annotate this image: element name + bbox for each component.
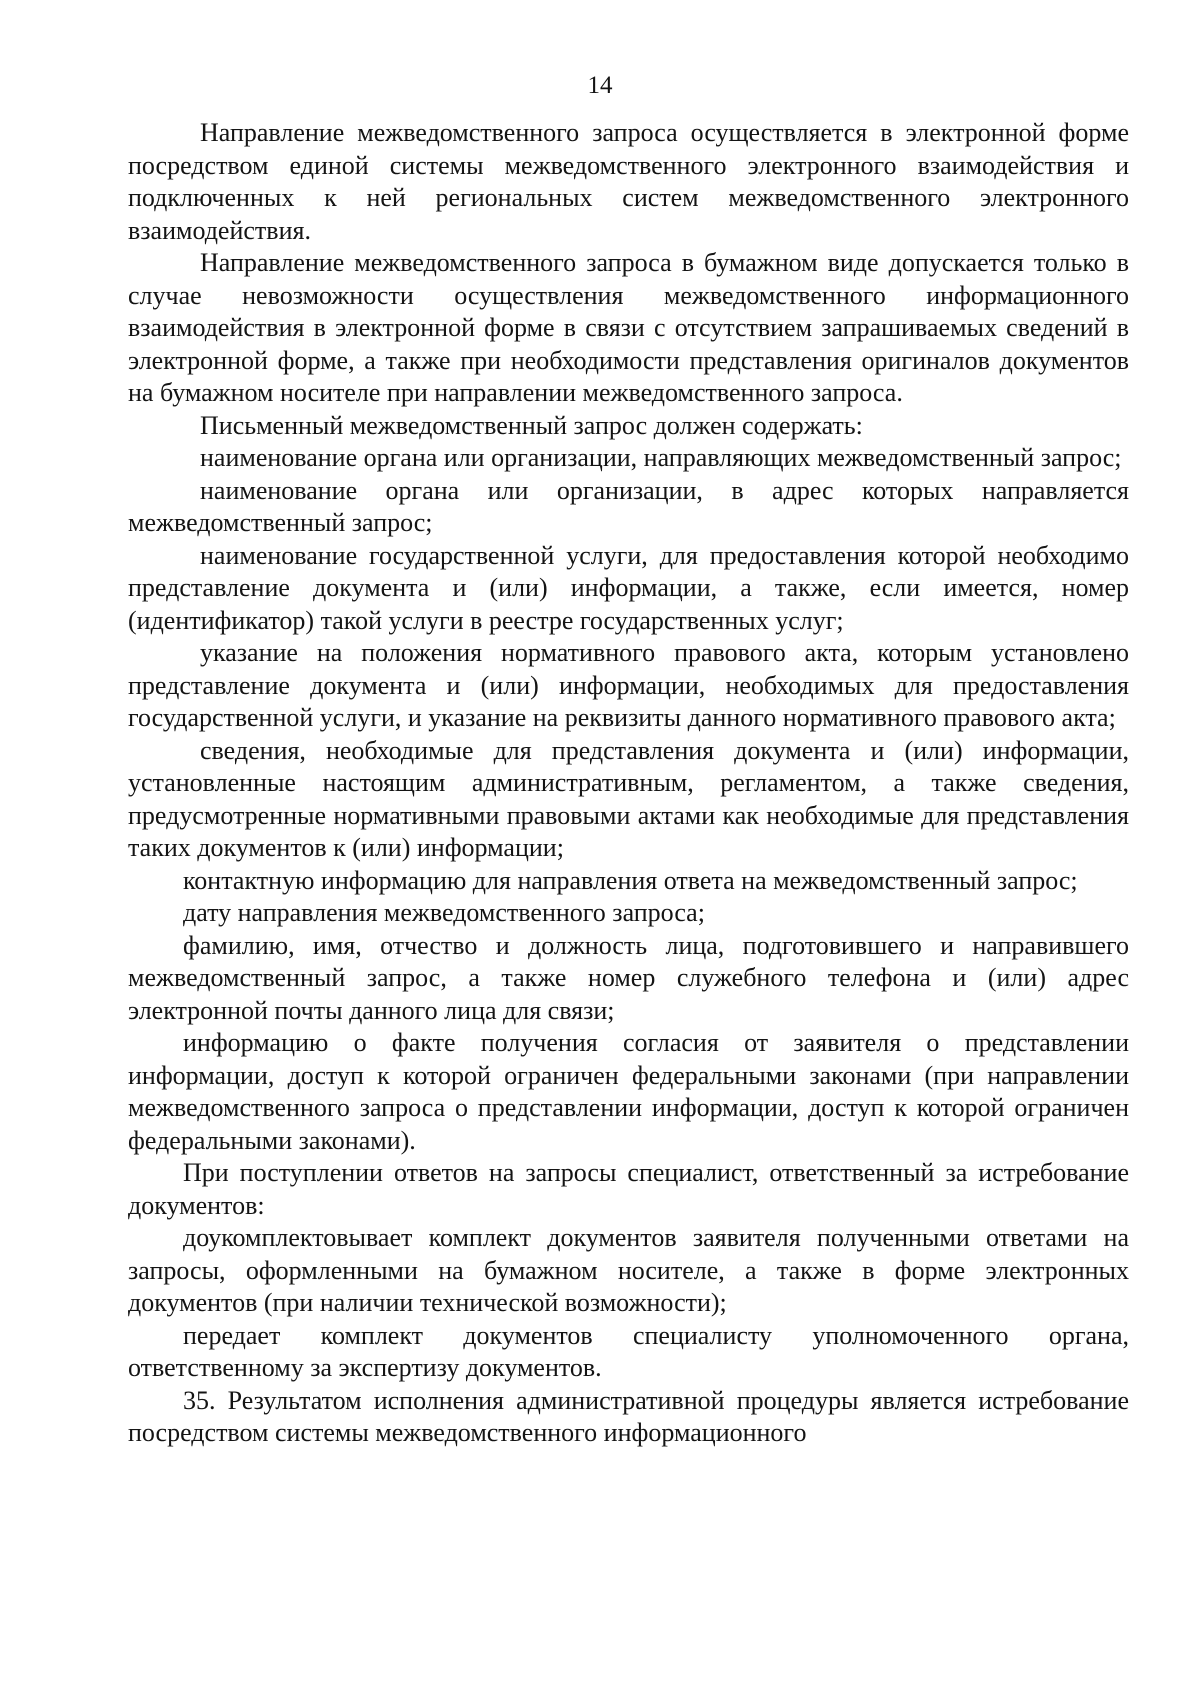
list-item: сведения, необходимые для представления документа и (или) информации, установленные настоящим административным, регламентом, а также сведения, предусмотренные нормативными правовыми актами как необходимые для представления таких документов к (или) информации; — [128, 735, 1129, 862]
list-item: дату направления межведомственного запроса; — [183, 898, 705, 927]
list-item: наименование органа или организации, в адрес которых направляется межведомственный запрос; — [128, 475, 1129, 537]
list-item: фамилию, имя, отчество и должность лица, подготовившего и направившего межведомственный запрос, а также номер служебного телефона и (или) адрес электронной почты данного лица для связи; — [128, 930, 1129, 1025]
list-item: наименование государственной услуги, для предоставления которой необходимо представление документа и (или) информации, а также, если имеется, номер (идентификатор) такой услуги в реестре государственных услуг; — [128, 540, 1129, 635]
list-item: контактную информацию для направления ответа на межведомственный запрос; — [183, 865, 1078, 895]
list-item: указание на положения нормативного правового акта, которым установлено представление документа и (или) информации, необходимых для предоставления государственной услуги, и указание на реквизиты данного нормативного правового акта; — [128, 638, 1129, 732]
paragraph: Направление межведомственного запроса в бумажном виде допускается только в случае невозможности осуществления межведомственного информационного взаимодействия в электронной форме в связи с отсутствием запрашиваемых сведений в электронной форме, а также при необходимости представления оригиналов документов на бумажном носителе при направлении межведомственного запроса. — [128, 248, 1129, 407]
list-item: наименование органа или организации, направляющих межведомственный запрос; — [200, 443, 1122, 472]
page-number: 14 — [587, 72, 613, 99]
list-item: доукомплектовывает комплект документов заявителя полученными ответами на запросы, оформленными на бумажном носителе, а также в форме электронных документов (при наличии технической возможности); — [128, 1223, 1129, 1317]
document-body — [128, 117, 1129, 1450]
list-item: информацию о факте получения согласия от заявителя о представлении информации, доступ к которой ограничен федеральными законами (при направлении межведомственного запроса о представлении информации, доступ к которой ограничен федеральными законами). — [128, 1028, 1129, 1155]
paragraph: Письменный межведомственный запрос должен содержать: — [200, 410, 863, 440]
list-item: передает комплект документов специалисту уполномоченного органа, ответственному за экспертизу документов. — [128, 1320, 1129, 1382]
paragraph: Направление межведомственного запроса осуществляется в электронной форме посредством единой системы межведомственного электронного взаимодействия и подключенных к ней региональных систем межведомственного электронного взаимодействия. — [128, 118, 1129, 245]
paragraph: При поступлении ответов на запросы специалист, ответственный за истребование документов: — [128, 1158, 1129, 1220]
numbered-paragraph: 35. Результатом исполнения административной процедуры является истребование посредством системы межведомственного информационного — [128, 1385, 1129, 1447]
